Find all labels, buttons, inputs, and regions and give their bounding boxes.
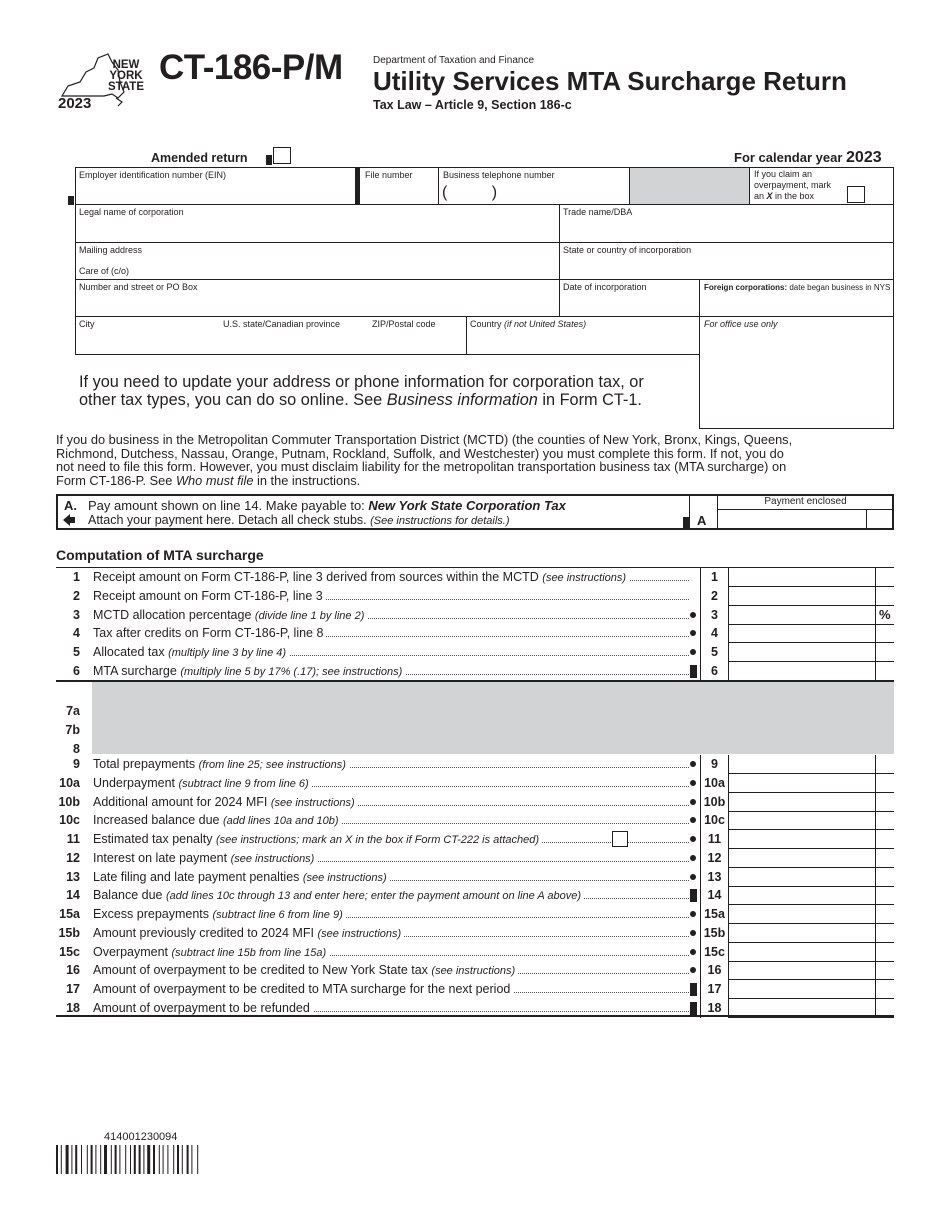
phone-label: Business telephone number [443,170,555,180]
line-5-row [56,643,894,662]
zip-label: ZIP/Postal code [372,319,436,329]
line-box-number: 2 [700,587,728,606]
line-number: 15a [59,907,80,921]
line-description: Estimated tax penalty (see instructions; mark an X in the box if Form CT-222 is attached) [93,832,689,846]
entry-marker [690,983,697,996]
line-number: 12 [66,850,80,865]
line-description: Total prepayments (from line 25; see instructions) [93,757,689,771]
line-description: Balance due (add lines 10c through 13 and enter here; enter the payment amount on line A above) [93,888,689,902]
trade-name-input[interactable] [563,219,891,239]
line-description: Excess prepayments (subtract line 6 from line 9) [93,907,689,921]
line-2-row [56,587,894,606]
line-number: 3 [73,607,80,622]
form-ct-222-checkbox[interactable] [612,831,628,847]
line-description: Amount of overpayment to be credited to MTA surcharge for the next period [93,982,689,996]
entry-marker [690,780,696,786]
line-12-row [56,849,894,868]
line-number: 17 [66,982,80,996]
city-state-zip-input[interactable] [80,331,462,351]
percent-sign: % [879,607,891,622]
line-number: 4 [73,626,80,641]
line-number: 1 [73,570,80,584]
form-number: CT-186-P/M [159,48,343,87]
line-box-number: 9 [700,755,728,774]
line-box-number: 12 [700,849,728,868]
line-number: 15c [59,944,80,959]
line-14-amount-input[interactable] [728,886,894,905]
line-description: Receipt amount on Form CT-186-P, line 3 derived from sources within the MCTD (see instructions) [93,570,689,584]
line-description: Increased balance due (add lines 10a and 10b) [93,813,689,827]
filing-requirement-text: If you do business in the Metropolitan Commuter Transportation District (MCTD) (the counties of New York, Bronx, Kings, Queens, Richmond, Dutchess, Nassau, Orange, Putnam, Rockland, Suffolk, and Westchester) you must complete this form. If not, you do not need to file this form. However, you must disclaim liability for the metropolitan transportation business tax (MTA surcharge) on Form CT-186-P. See Who must file in the instructions. [56,432,793,488]
date-of-incorporation-input[interactable] [563,294,696,314]
line-17-row [56,980,894,999]
mailing-address-label: Mailing address [79,245,143,255]
line-10a-amount-input[interactable] [728,774,894,793]
line-number: 10b [58,794,80,809]
line-number: 6 [73,663,80,678]
foreign-corporations-label: Foreign corporations: date began business in NYS [704,283,891,292]
payment-line-letter: A. [64,498,77,513]
line-15c-row [56,943,894,962]
line-9-row [56,755,894,774]
line-box-number: 4 [700,624,728,643]
line-3-row [56,606,894,625]
overpayment-instruction: If you claim an overpayment, mark an X in the box [754,169,832,201]
shaded-lines-7a-8 [92,681,894,754]
line-15c-amount-input[interactable] [728,943,894,962]
amended-return-checkbox[interactable] [273,147,291,164]
attach-instruction: Attach your payment here. Detach all check stubs. (See instructions for details.) [88,513,510,527]
file-number-label: File number [365,170,413,180]
year-badge: 2023 [58,95,92,112]
entry-marker [690,817,696,823]
line-10c-amount-input[interactable] [728,811,894,830]
line-number: 10a [59,775,80,790]
line-1-row [56,568,894,587]
line-13-amount-input[interactable] [728,868,894,887]
line-number: 9 [73,757,80,771]
line-10c-row [56,811,894,830]
office-use-label: For office use only [704,319,778,329]
street-input[interactable] [80,294,555,314]
ein-label: Employer identification number (EIN) [79,170,227,180]
line-number: 18 [66,1000,80,1015]
line-description: Additional amount for 2024 MFI (see instructions) [93,795,689,809]
line-number: 2 [73,588,80,603]
line-box-number: 11 [700,830,728,849]
line-15a-amount-input[interactable] [728,905,894,924]
entry-marker [690,855,696,861]
line-box-number: 15a [700,905,728,924]
street-label: Number and street or PO Box [79,282,198,292]
department-name: Department of Taxation and Finance [373,55,535,66]
payment-box-letter: A [697,513,707,528]
entry-marker [690,1002,697,1015]
entry-marker [690,949,696,955]
entry-marker [690,630,696,636]
line-number: 11 [66,832,80,846]
care-of-input[interactable] [140,262,550,278]
line-description: Receipt amount on Form CT-186-P, line 3 [93,589,689,603]
line-6-row [56,662,894,681]
line-5-amount-input[interactable] [728,643,894,662]
line-box-number: 18 [700,999,728,1018]
entry-marker [690,874,696,880]
line-box-number: 15c [700,943,728,962]
line-4-amount-input[interactable] [728,624,894,643]
entry-marker [690,836,696,842]
legal-name-label: Legal name of corporation [79,207,184,217]
city-label: City [79,319,95,329]
line-10b-row [56,793,894,812]
calendar-year-label: For calendar year 2023 [734,149,882,166]
entry-marker [690,649,696,655]
shaded-area [629,168,749,204]
line-box-number: 13 [700,868,728,887]
line-9-amount-input[interactable] [728,755,894,774]
entry-marker [690,911,696,917]
line-17-amount-input[interactable] [728,980,894,999]
ein-input[interactable] [80,183,350,203]
payment-enclosed-label: Payment enclosed [764,496,847,507]
entry-marker [690,761,696,767]
line-description: Amount of overpayment to be credited to New York State tax (see instructions) [93,963,689,977]
foreign-date-input[interactable] [704,294,892,314]
line-2-amount-input[interactable] [728,587,894,606]
entry-marker [690,799,696,805]
payment-enclosed-input[interactable] [719,510,865,529]
entry-marker [690,967,696,973]
entry-marker [690,665,697,678]
line-description: Underpayment (subtract line 9 from line 6) [93,776,689,790]
country-input[interactable] [470,331,695,351]
date-of-incorporation-label: Date of incorporation [563,282,647,292]
line-number: 14 [66,888,80,903]
payment-instruction: Pay amount shown on line 14. Make payable to: New York State Corporation Tax [88,498,566,513]
line-4-row [56,624,894,643]
state-logo-text: NEW YORK STATE [108,59,144,93]
line-16-amount-input[interactable] [728,961,894,980]
line-12-amount-input[interactable] [728,849,894,868]
line-1-amount-input[interactable] [728,568,894,587]
line-box-number: 5 [700,643,728,662]
line-number: 15b [58,925,80,940]
state-of-incorporation-input[interactable] [563,258,891,278]
line-description: Overpayment (subtract line 15b from line 15a) [93,945,689,959]
file-number-input[interactable] [365,183,435,203]
country-label: Country (if not United States) [470,319,587,329]
entry-marker [690,612,696,618]
line-box-number: 16 [700,961,728,980]
trade-name-label: Trade name/DBA [563,207,633,217]
line-15b-row [56,924,894,943]
barcode-number: 414001230094 [104,1131,178,1143]
line-description: MCTD allocation percentage (divide line 1 by line 2) [93,608,689,622]
care-of-label: Care of (c/o) [79,266,130,276]
line-13-row [56,868,894,887]
shaded-line-numbers: 7a 7b 8 [65,704,80,756]
line-description: Late filing and late payment penalties (see instructions) [93,870,689,884]
state-province-label: U.S. state/Canadian province [223,319,341,329]
line-description: Amount previously credited to 2024 MFI (see instructions) [93,926,689,940]
line-11-amount-input[interactable] [728,830,894,849]
line-box-number: 10a [700,774,728,793]
line-10b-amount-input[interactable] [728,793,894,812]
line-description: Amount of overpayment to be refunded [93,1001,689,1015]
line-box-number: 15b [700,924,728,943]
line-number: 5 [73,645,80,659]
amended-return-label: Amended return [151,151,248,165]
line-box-number: 17 [700,980,728,999]
line-11-row [56,830,894,849]
line-number: 10c [59,813,80,828]
line-15b-amount-input[interactable] [728,924,894,943]
line-3-amount-input[interactable] [728,606,894,625]
state-of-incorporation-label: State or country of incorporation [563,245,692,255]
line-box-number: 10b [700,793,728,812]
online-update-notice: If you need to update your address or phone information for corporation tax, or other tax types, you can do so online. See Business information in Form CT-1. [79,373,644,409]
entry-marker [690,889,697,902]
entry-marker [690,930,696,936]
tax-law-reference: Tax Law – Article 9, Section 186-c [373,98,572,112]
line-description: Allocated tax (multiply line 3 by line 4) [93,645,689,659]
line-number: 13 [66,869,80,884]
line-6-amount-input[interactable] [728,662,894,681]
line-16-row [56,961,894,980]
line-description: Tax after credits on Form CT-186-P, line 8 [93,626,689,640]
line-15a-row [56,905,894,924]
legal-name-input[interactable] [80,219,555,239]
line-description: MTA surcharge (multiply line 5 by 17% (.17); see instructions) [93,664,689,678]
line-14-row [56,886,894,905]
overpayment-checkbox[interactable] [847,186,865,203]
line-box-number: 14 [700,886,728,905]
line-box-number: 6 [700,662,728,681]
barcode [56,1145,240,1174]
line-box-number: 10c [700,811,728,830]
line-box-number: 3 [700,606,728,625]
entry-marker [266,155,272,165]
line-box-number: 1 [700,568,728,587]
computation-heading: Computation of MTA surcharge [56,547,264,563]
line-10a-row [56,774,894,793]
attach-arrow-icon [62,513,76,527]
phone-input[interactable]: ( ) [442,184,498,201]
form-title: Utility Services MTA Surcharge Return [373,66,847,96]
line-number: 16 [66,963,80,978]
line-description: Interest on late payment (see instructions) [93,851,689,865]
